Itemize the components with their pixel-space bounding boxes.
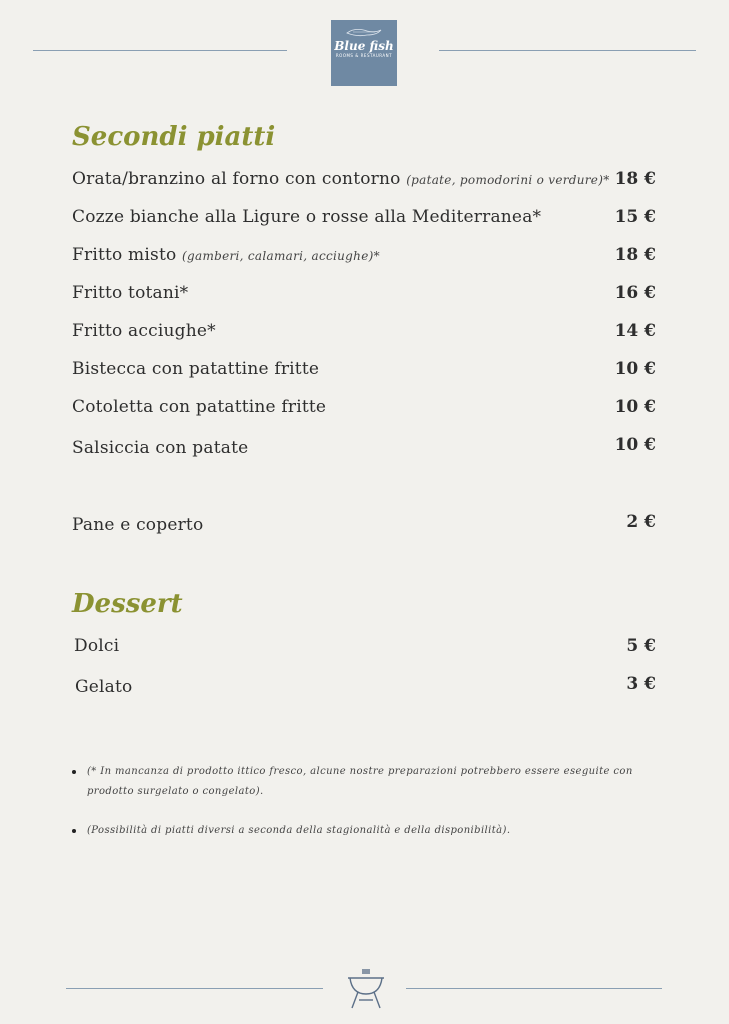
menu-item	[74, 636, 119, 656]
item-name: Orata/branzino al forno con contorno	[72, 169, 401, 189]
item-price: 16 €	[614, 283, 656, 303]
item-name: Bistecca con patattine fritte	[72, 359, 320, 379]
menu-item	[72, 321, 216, 341]
item-price: 3 €	[626, 674, 656, 694]
restaurant-logo	[331, 20, 397, 86]
item-price: 10 €	[614, 435, 656, 455]
item-price: 14 €	[614, 321, 656, 341]
item-price: 15 €	[614, 207, 656, 227]
logo-brand: Blue fish	[334, 39, 394, 53]
bullet-dot	[72, 829, 76, 833]
item-price: 18 €	[614, 245, 656, 265]
footer-rule-left	[66, 988, 323, 989]
menu-item	[72, 245, 380, 265]
section-title-dessert: Dessert	[72, 589, 183, 619]
item-note: (patate, pomodorini o verdure)*	[406, 173, 610, 187]
item-name: Fritto misto	[72, 245, 177, 265]
item-name: Cotoletta con patattine fritte	[72, 397, 327, 417]
menu-item	[72, 283, 188, 303]
footnote	[72, 762, 672, 802]
header-rule-right	[439, 50, 696, 51]
bullet-dot	[72, 770, 76, 774]
fish-icon	[345, 27, 383, 39]
item-price: 5 €	[626, 636, 656, 656]
item-name: Gelato	[75, 677, 133, 697]
item-name: Fritto acciughe*	[72, 321, 216, 341]
item-price: 2 €	[626, 512, 656, 532]
logo-subtitle: ROOMS & RESTAURANT	[335, 53, 393, 58]
footer-rule-right	[406, 988, 662, 989]
footnote-text: (Possibilità di piatti diversi a seconda della stagionalità e della disponibilità).	[87, 825, 511, 836]
menu-item	[75, 677, 132, 697]
menu-item-coperto	[72, 515, 203, 535]
menu-item	[72, 169, 610, 189]
item-name: Salsiccia con patate	[72, 438, 249, 458]
item-price: 18 €	[614, 169, 656, 189]
item-name: Pane e coperto	[72, 515, 204, 535]
menu-item	[72, 359, 319, 379]
footnote	[72, 821, 672, 841]
menu-item	[72, 207, 541, 227]
footnote-text: (* In mancanza di prodotto ittico fresco, alcune nostre preparazioni potrebbero essere eseguite con prodotto surgelato o congelato).	[87, 766, 633, 797]
item-price: 10 €	[614, 397, 656, 417]
item-name: Cozze bianche alla Ligure o rosse alla Mediterranea*	[72, 207, 542, 227]
section-title-secondi: Secondi piatti	[72, 122, 276, 152]
grill-icon	[344, 966, 388, 1010]
item-name: Fritto totani*	[72, 283, 189, 303]
menu-item	[72, 438, 248, 458]
item-note: (gamberi, calamari, acciughe)*	[182, 249, 380, 263]
header-rule-left	[33, 50, 287, 51]
item-name: Dolci	[74, 636, 120, 656]
menu-item	[72, 397, 326, 417]
item-price: 10 €	[614, 359, 656, 379]
